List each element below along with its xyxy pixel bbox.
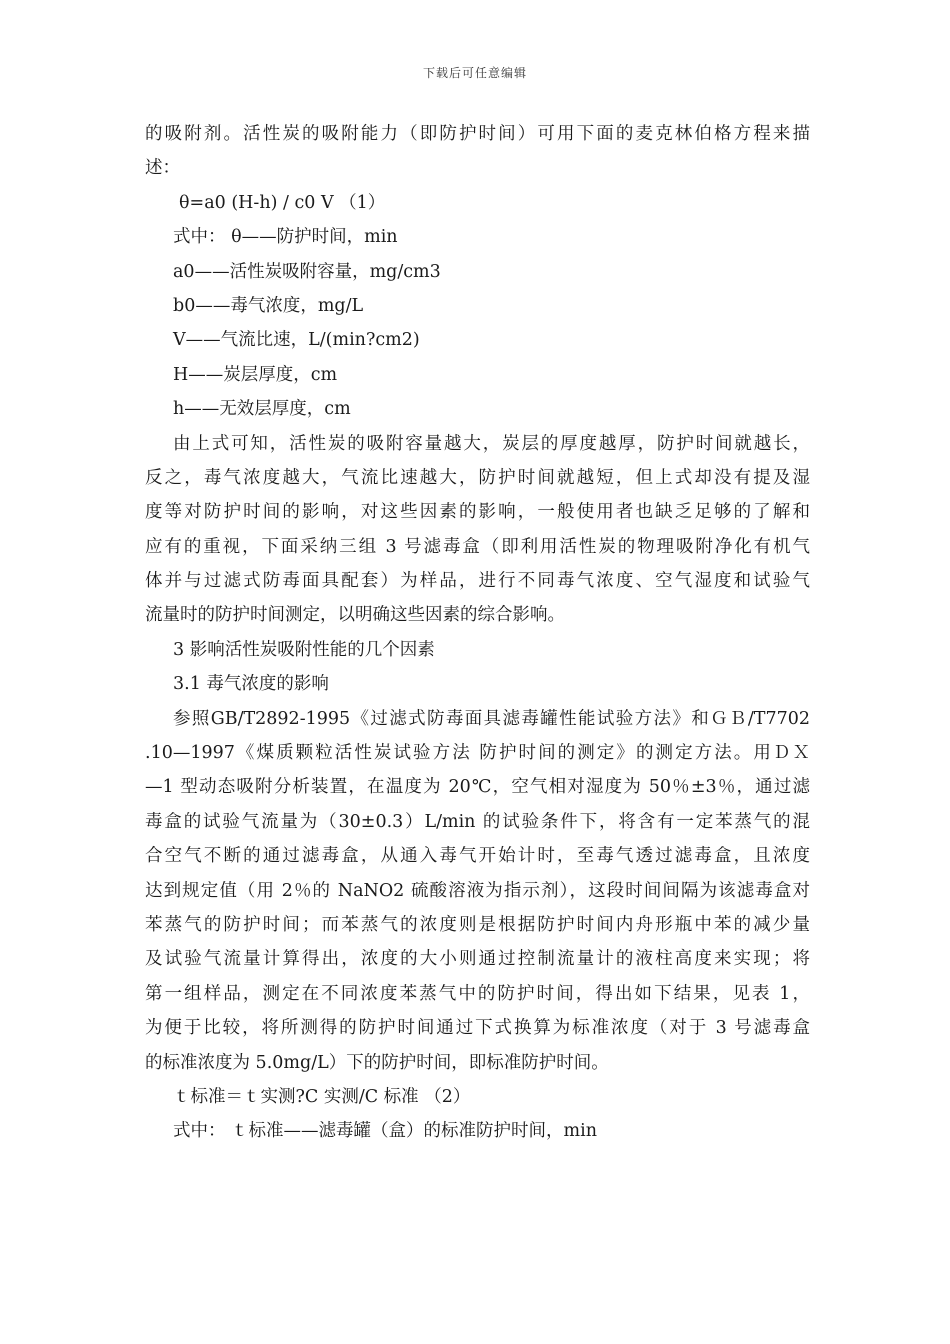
paragraph-line: 及试验气流量计算得出，浓度的大小则通过控制流量计的液柱高度来实现；将 [145,949,810,970]
text-line: V——气流比速，L/(min?cm2) [173,330,420,351]
text-line: 式中： θ——防护时间，min [173,227,398,248]
paragraph-line: 达到规定值（用 2％的 NaNO2 硫酸溶液为指示剂），这段时间间隔为该滤毒盒对 [145,880,810,901]
paragraph-line: 的标准浓度为 5.0mg/L）下的防护时间，即标准防护时间。 [145,1052,609,1073]
paragraph-line: 由上式可知，活性炭的吸附容量越大，炭层的厚度越厚，防护时间就越长， [173,433,810,454]
page-header: 下载后可任意编辑 [422,66,527,80]
text-line: b0——毒气浓度，mg/L [173,295,364,316]
paragraph-line: 体并与过滤式防毒面具配套）为样品，进行不同毒气浓度、空气湿度和试验气 [145,571,810,592]
paragraph-line: 度等对防护时间的影响，对这些因素的影响，一般使用者也缺乏足够的了解和 [145,502,810,523]
paragraph-line: 合空气不断的通过滤毒盒，从通入毒气开始计时，至毒气透过滤毒盒，且浓度 [145,846,810,867]
text-line: 的吸附剂。活性炭的吸附能力（即防护时间）可用下面的麦克林伯格方程来描 [145,124,810,144]
text-line: H——炭层厚度，cm [173,364,338,385]
paragraph-line: 毒盒的试验气流量为（30±0.3）L/min 的试验条件下，将含有一定苯蒸气的混 [145,811,810,832]
paragraph-line: 流量时的防护时间测定，以明确这些因素的综合影响。 [145,605,565,626]
formula-line: θ=a0 (H-h) / c0 V （1） [179,192,386,213]
paragraph-line: 第一组样品，测定在不同浓度苯蒸气中的防护时间，得出如下结果，见表 1， [145,983,810,1004]
subsection-heading: 3.1 毒气浓度的影响 [173,674,329,695]
text-line: a0——活性炭吸附容量，mg/cm3 [173,261,441,282]
paragraph-line: 为便于比较，将所测得的防护时间通过下式换算为标准浓度（对于 3 号滤毒盒 [145,1018,810,1039]
formula-line: ｔ标准＝ｔ实测?C 实测/C 标准 （2） [173,1086,471,1107]
paragraph-line: —1 型动态吸附分析装置，在温度为 20℃，空气相对湿度为 50％±3％，通过滤 [145,777,810,798]
paragraph-line: .10—1997《煤质颗粒活性炭试验方法 防护时间的测定》的测定方法。用ＤＸ [145,743,810,764]
text-line: 式中： ｔ标准——滤毒罐（盒）的标准防护时间，min [173,1121,598,1142]
paragraph-line: 应有的重视，下面采纳三组 3 号滤毒盒（即利用活性炭的物理吸附净化有机气 [145,536,810,557]
paragraph-line: 参照GB/T2892-1995《过滤式防毒面具滤毒罐性能试验方法》和ＧＢ/T7702 [173,708,810,729]
text-line: h——无效层厚度，cm [173,399,351,420]
paragraph-line: 反之，毒气浓度越大，气流比速越大，防护时间就越短，但上式却没有提及湿 [145,467,810,488]
document-body [145,117,810,1149]
text-line: 述： [145,158,180,179]
section-heading: 3 影响活性炭吸附性能的几个因素 [173,639,435,660]
paragraph-line: 苯蒸气的防护时间；而苯蒸气的浓度则是根据防护时间内舟形瓶中苯的减少量 [145,914,810,935]
